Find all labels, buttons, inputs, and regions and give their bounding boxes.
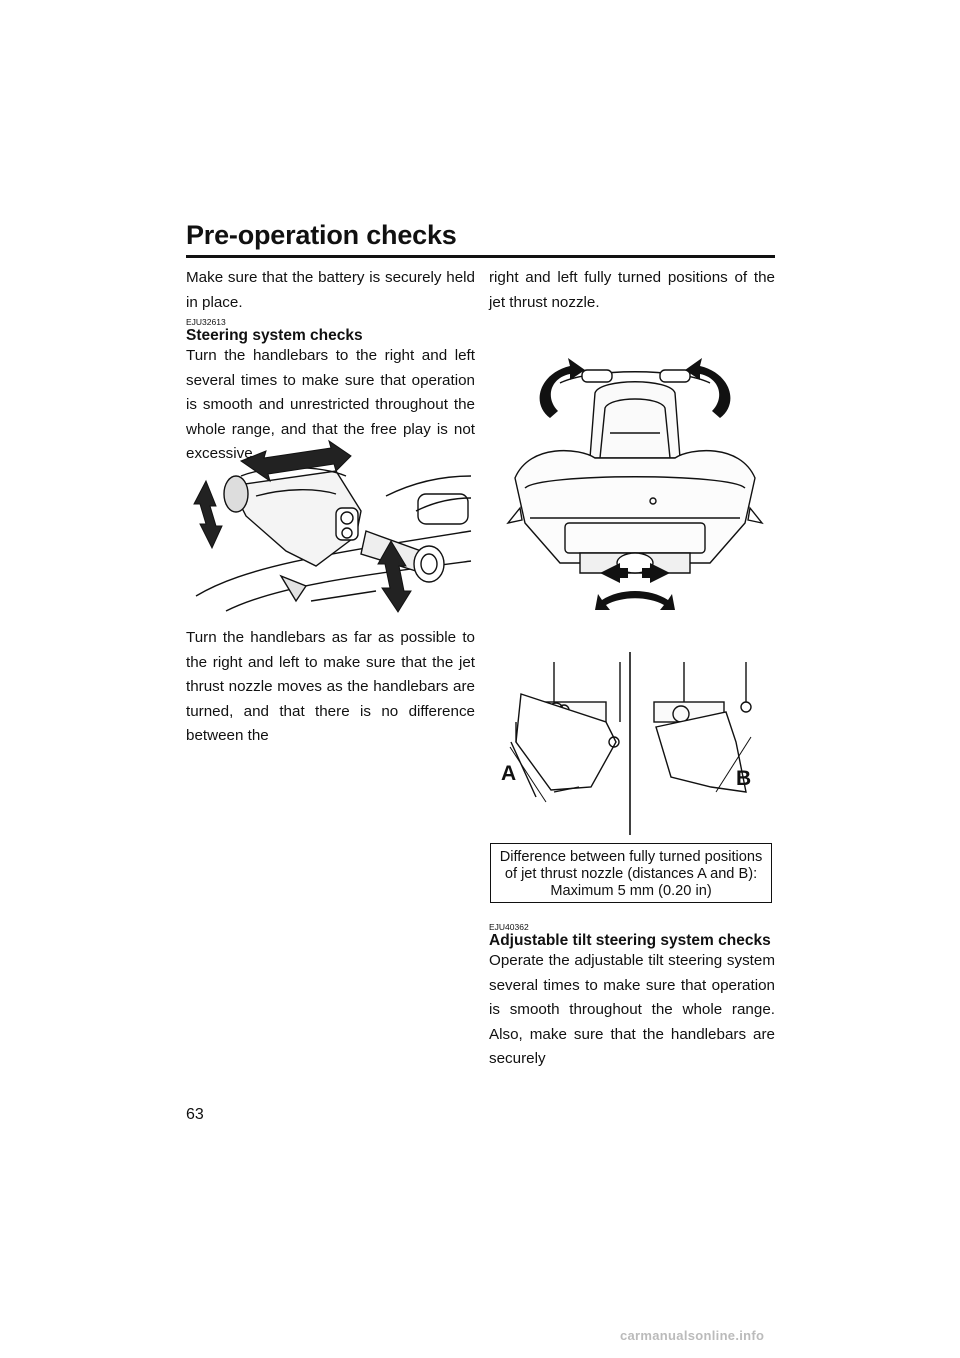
handlebar-illustration [186, 436, 476, 616]
right-column [489, 266, 775, 315]
steering-heading: Steering system checks [186, 327, 363, 344]
section-code: EJU40362 [489, 922, 529, 932]
label-a: A [501, 762, 517, 785]
battery-paragraph: Make sure that the battery is securely held in place. [186, 269, 475, 311]
section-code: EJU32613 [186, 317, 226, 327]
tilt-section [489, 920, 775, 1072]
spec-line-3: Maximum 5 mm (0.20 in) [550, 883, 712, 899]
page-title: Pre-operation checks [186, 220, 457, 250]
left-column-continued [186, 626, 475, 749]
nozzle-paragraph: Turn the handlebars as far as possible to the right and left to make sure that the jet thrust nozzle moves as the handlebars are turned, and that there is no difference between the [186, 629, 475, 744]
tilt-heading: Adjustable tilt steering system checks [489, 932, 771, 949]
spec-box [490, 843, 772, 903]
continuation-paragraph: right and left fully turned positions of the jet thrust nozzle. [489, 269, 775, 311]
watermark[interactable]: carmanualsonline.info [620, 1328, 765, 1343]
steering-paragraph: Turn the handlebars to the right and left several times to make sure that operation is smooth and unrestricted throughout the whole range, and that the free play is not excessive. [186, 347, 475, 462]
page-number: 63 [186, 1106, 204, 1123]
nozzle-diagram [496, 652, 772, 837]
tilt-paragraph: Operate the adjustable tilt steering system several times to make sure that operation is smooth throughout the whole range. Also, make sure that the handlebars are securely [489, 952, 775, 1067]
spec-line-2: of jet thrust nozzle (distances A and B): [504, 866, 758, 882]
watercraft-rear-illustration [500, 348, 770, 618]
label-b: B [736, 767, 752, 790]
title-divider [186, 255, 775, 258]
spec-line-1: Difference between fully turned positions [499, 849, 763, 865]
